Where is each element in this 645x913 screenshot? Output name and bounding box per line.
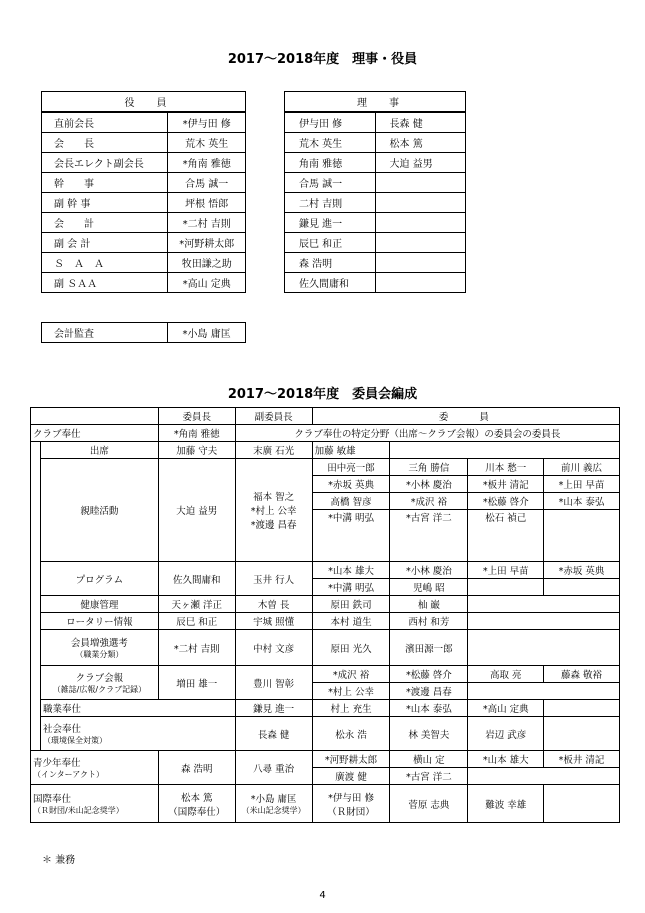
header-members: 委 員 [312,408,619,425]
member-empty [468,683,620,700]
member: *山本 泰弘 [390,700,468,717]
committee-label: 健康管理 [40,596,158,613]
committee-vice: 中村 文彦 [235,630,312,666]
director-name: 合馬 誠一 [285,173,376,193]
vice-sub: （米山記念奨学） [241,806,306,815]
committee-label-sub: （環境保全対策） [42,736,107,745]
member: *板井 清記 [544,751,620,768]
vice-name: 福本 智之 [253,492,295,503]
member: 高取 亮 [468,666,544,683]
officer-role: 直前会長 [42,112,168,133]
member-empty [468,596,620,613]
director-name [375,233,465,253]
committee-label-main: 国際奉仕 [33,794,72,805]
director-name: 角南 雅徳 [285,153,376,173]
auditor-label: 会計監査 [42,323,168,343]
member: *中溝 明弘 [312,579,390,596]
directors-table [284,91,466,293]
director-name: 荒木 英生 [285,133,376,153]
committee-label: プログラム [40,562,158,596]
member: *赤坂 英典 [544,562,620,579]
member-empty [468,630,620,666]
member: 本村 道生 [312,613,390,630]
member-empty [390,442,620,459]
director-name: 大迫 益男 [375,153,465,173]
member: *山本 泰弘 [544,493,620,510]
officers-title: 2017～2018年度 理事・役員 [227,52,418,67]
chair-name: 松本 篤 [180,792,213,804]
member: *山本 雄大 [312,562,390,579]
member: 前川 義広 [544,459,620,476]
directors-header: 理 事 [285,92,466,113]
member: *板井 清記 [468,476,544,493]
officer-role: 副 ＳＡＡ [42,273,168,293]
member: 高橋 智彦 [312,493,390,510]
committee-vice: 八尋 重治 [235,751,312,785]
club-service-note: クラブ奉仕の特定分野（出席～クラブ会報）の委員会の委員長 [235,425,619,442]
header-vice: 副委員長 [235,408,312,425]
committee-label: クラブ奉仕 [31,425,159,442]
committee-label [40,666,158,700]
member: 林 美智夫 [390,717,468,751]
committee-label: 出席 [40,442,158,459]
committee-label [40,717,235,751]
club-service-indent [31,442,41,751]
member: *中溝 明弘 [312,510,390,562]
committee-chair: 鎌見 進一 [235,700,312,717]
member: 田中亮一郎 [312,459,390,476]
officer-role: 副 幹 事 [42,193,168,213]
committee-label [40,630,158,666]
committee-vice [235,785,312,823]
page-number: 4 [319,890,326,901]
director-name [375,213,465,233]
member: 川本 愁一 [468,459,544,476]
member-empty [468,768,620,785]
officer-name: 牧田謙之助 [168,253,246,273]
member: *古宮 洋二 [390,768,468,785]
director-name: 二村 吉則 [285,193,376,213]
officer-name: 合馬 誠一 [168,173,246,193]
member: 加藤 敏雄 [312,442,390,459]
member-empty [468,579,544,596]
member-name: *伊与田 修 [328,792,374,804]
member: *古宮 洋二 [390,510,468,562]
auditor-table [41,322,246,343]
committee-chair: *二村 吉則 [158,630,235,666]
member: 藤森 敬裕 [544,666,620,683]
officer-name: 坪根 悟郎 [168,193,246,213]
committee-label-sub: （インターアクト） [33,770,105,779]
officer-name: *河野耕太郎 [168,233,246,253]
committee-label-main: 青少年奉仕 [33,758,81,769]
member: 難波 幸雄 [468,785,544,823]
member-empty [544,717,620,751]
member-sub: （Ｒ財団） [327,806,375,818]
member-empty [544,700,620,717]
committee-label [31,751,159,785]
committee-label [31,785,159,823]
director-name: 長森 健 [375,112,465,133]
officer-name: *高山 定典 [168,273,246,293]
committee-label: 親睦活動 [40,459,158,562]
officer-name: *伊与田 修 [168,112,246,133]
member: *松藤 啓介 [390,666,468,683]
committee-chair: 佐久間庸和 [158,562,235,596]
committee-vice: 松永 浩 [312,717,390,751]
member: *松藤 啓介 [468,493,544,510]
officer-name: 荒木 英生 [168,133,246,153]
director-name [375,193,465,213]
officers-table [41,91,246,293]
member [312,785,390,823]
committee-label-main: 社会奉仕 [42,724,81,735]
committee-vice: 豊川 智彰 [235,666,312,700]
committee-vice [235,459,312,562]
committee-label-sub: （職業分類） [75,650,124,659]
director-name: 松本 篤 [375,133,465,153]
officer-role: 会長エレクト副会長 [42,153,168,173]
member: *河野耕太郎 [312,751,390,768]
vice-name: *渡邊 昌春 [250,520,297,531]
committee-title: 2017～2018年度 委員会編成 [227,387,418,402]
officer-role: 幹 事 [42,173,168,193]
committee-chair: 加藤 守夫 [158,442,235,459]
officer-name: *二村 吉則 [168,213,246,233]
director-name: 佐久間庸和 [285,273,376,293]
committee-vice: 木曽 長 [235,596,312,613]
officer-role: Ｓ Ａ Ａ [42,253,168,273]
member: 原田 光久 [312,630,390,666]
vice-name: *小島 庸匡 [250,794,297,805]
director-name [375,253,465,273]
committee-label: 職業奉仕 [40,700,235,717]
chair-sub: （国際奉仕） [168,806,226,818]
committee-label: ロータリー情報 [40,613,158,630]
director-name: 鎌見 進一 [285,213,376,233]
member: *高山 定典 [468,700,544,717]
member: *小林 慶治 [390,562,468,579]
officer-name: *角南 雅徳 [168,153,246,173]
director-name [375,273,465,293]
committee-chair: 天ヶ瀬 洋正 [158,596,235,613]
member: *上田 早苗 [468,562,544,579]
officer-role: 会 計 [42,213,168,233]
committee-vice: 末廣 石光 [235,442,312,459]
member: 原田 鉄司 [312,596,390,613]
member: *村上 公幸 [312,683,390,700]
member: 松石 禎己 [468,510,544,562]
member: 菅原 志典 [390,785,468,823]
member-empty [544,579,620,596]
committee-chair: 大迫 益男 [158,459,235,562]
footnote: ＊ 兼務 [42,855,76,866]
member: 児嶋 昭 [390,579,468,596]
member-empty [468,613,620,630]
committee-chair: 長森 健 [235,717,312,751]
member: 西村 和芳 [390,613,468,630]
member: *小林 慶治 [390,476,468,493]
committee-chair [158,785,235,823]
member: *赤坂 英典 [312,476,390,493]
director-name: 辰巳 和正 [285,233,376,253]
header-blank [31,408,159,425]
committee-vice: 玉井 行人 [235,562,312,596]
member: *成沢 裕 [390,493,468,510]
officers-header: 役 員 [42,92,246,113]
director-name: 森 浩明 [285,253,376,273]
committee-chair: 森 浩明 [158,751,235,785]
member: 杣 巌 [390,596,468,613]
member: 岩辺 武彦 [468,717,544,751]
committee-chair: *角南 雅徳 [158,425,235,442]
officer-role: 会 長 [42,133,168,153]
committee-vice: 村上 充生 [312,700,390,717]
director-name: 伊与田 修 [285,112,376,133]
member-empty [544,785,620,823]
auditor-name: *小島 庸匡 [168,323,246,343]
officer-role: 副 会 計 [42,233,168,253]
member: *渡邊 昌春 [390,683,468,700]
member: 横山 定 [390,751,468,768]
committee-label-main: クラブ会報 [75,673,124,684]
member: *成沢 裕 [312,666,390,683]
vice-name: *村上 公幸 [250,506,297,517]
header-chair: 委員長 [158,408,235,425]
committee-vice: 宇城 照懂 [235,613,312,630]
committee-chair: 辰巳 和正 [158,613,235,630]
director-name [375,173,465,193]
member: *上田 早苗 [544,476,620,493]
member-empty [544,510,620,562]
member: 廣渡 健 [312,768,390,785]
member: 三角 勝信 [390,459,468,476]
committee-label-main: 会員増強選考 [70,638,128,649]
committee-table [30,407,620,823]
member: *山本 雄大 [468,751,544,768]
committee-label-sub: （Ｒ財団/米山記念奨学） [33,806,124,815]
member: 濱田源一郎 [390,630,468,666]
committee-chair: 増田 雄一 [158,666,235,700]
committee-label-sub: （雑誌/広報/クラブ記録） [52,685,147,694]
